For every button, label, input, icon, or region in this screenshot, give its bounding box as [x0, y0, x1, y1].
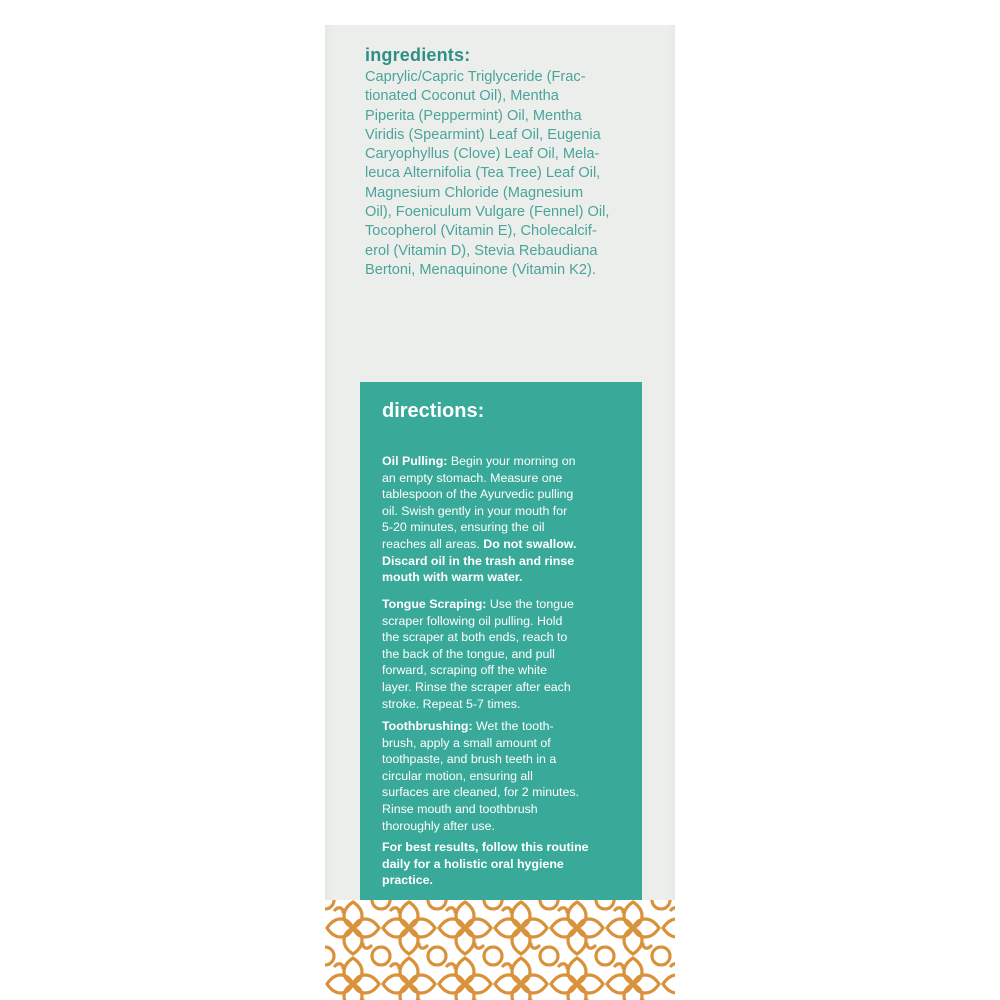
best-results-line: practice. [382, 873, 433, 888]
ingredients-line: Oil), Foeniculum Vulgare (Fennel) Oil, [365, 204, 610, 221]
ingredients-line: Caprylic/Capric Triglyceride (Frac- [365, 69, 586, 85]
toothbrushing-line: toothpaste, and brush teeth in a [382, 752, 557, 767]
best-results-block [382, 839, 632, 889]
oil-pulling-line: oil. Swish gently in your mouth for [382, 503, 568, 518]
tongue-scraping-line: scraper following oil pulling. Hold [382, 613, 563, 628]
tongue-scraping-line [382, 596, 632, 613]
do-not-swallow-warning: Do not swallow. [483, 536, 577, 551]
oil-pulling-line [382, 536, 632, 553]
toothbrushing-line: Rinse mouth and toothbrush [382, 801, 538, 816]
ingredients-line: erol (Vitamin D), Stevia Rebaudiana [365, 242, 598, 259]
product-box-side-panel [325, 25, 675, 1000]
toothbrushing-text: Wet the tooth- [472, 719, 554, 733]
ingredients-line: leuca Alternifolia (Tea Tree) Leaf Oil, [365, 165, 601, 182]
oil-pulling-line: tablespoon of the Ayurvedic pulling [382, 487, 574, 502]
ingredients-line: Magnesium Chloride (Magnesium [365, 184, 584, 201]
ingredients-line: tionated Coconut Oil), Mentha [365, 88, 559, 105]
toothbrushing-label: Toothbrushing: [382, 719, 473, 733]
oil-pulling-line [382, 453, 632, 470]
tongue-scraping-line: layer. Rinse the scraper after each [382, 679, 571, 694]
oil-pulling-block [382, 453, 632, 586]
best-results-line: For best results, follow this routine [382, 840, 589, 854]
ingredients-line: Tocopherol (Vitamin E), Cholecalcif- [365, 223, 597, 240]
ingredients-line: Caryophyllus (Clove) Leaf Oil, Mela- [365, 146, 600, 163]
tongue-scraping-block [382, 596, 632, 712]
toothbrushing-block [382, 718, 632, 834]
toothbrushing-line: brush, apply a small amount of [382, 735, 551, 750]
ingredients-line: Viridis (Spearmint) Leaf Oil, Eugenia [365, 126, 601, 143]
tongue-scraping-line: stroke. Repeat 5-7 times. [382, 696, 521, 711]
oil-pulling-line: 5-20 minutes, ensuring the oil [382, 520, 545, 535]
oil-pulling-text: Begin your morning on [447, 454, 576, 468]
orange-ornamental-pattern [325, 900, 675, 1000]
toothbrushing-line [382, 718, 632, 735]
directions-panel [360, 382, 642, 907]
toothbrushing-line: circular motion, ensuring all [382, 768, 533, 783]
tongue-scraping-text: Use the tongue [486, 597, 574, 611]
ingredients-line: Piperita (Peppermint) Oil, Mentha [365, 107, 582, 124]
best-results-line: daily for a holistic oral hygiene [382, 856, 564, 871]
toothbrushing-line: surfaces are cleaned, for 2 minutes. [382, 785, 579, 800]
oil-pulling-text: reaches all areas. [382, 536, 484, 551]
oil-pulling-bold-line: Discard oil in the trash and rinse [382, 553, 575, 568]
tongue-scraping-label: Tongue Scraping: [382, 597, 487, 611]
oil-pulling-line: an empty stomach. Measure one [382, 470, 563, 485]
oil-pulling-label: Oil Pulling: [382, 454, 448, 468]
ingredients-heading: ingredients: [365, 45, 471, 65]
toothbrushing-line: thoroughly after use. [382, 818, 495, 833]
directions-heading: directions: [382, 400, 485, 422]
tongue-scraping-line: forward, scraping off the white [382, 663, 548, 678]
tongue-scraping-line: the back of the tongue, and pull [382, 646, 555, 661]
ingredients-section [365, 45, 665, 280]
tongue-scraping-line: the scraper at both ends, reach to [382, 630, 568, 645]
ingredients-line: Bertoni, Menaquinone (Vitamin K2). [365, 261, 596, 278]
oil-pulling-bold-line: mouth with warm water. [382, 570, 523, 585]
